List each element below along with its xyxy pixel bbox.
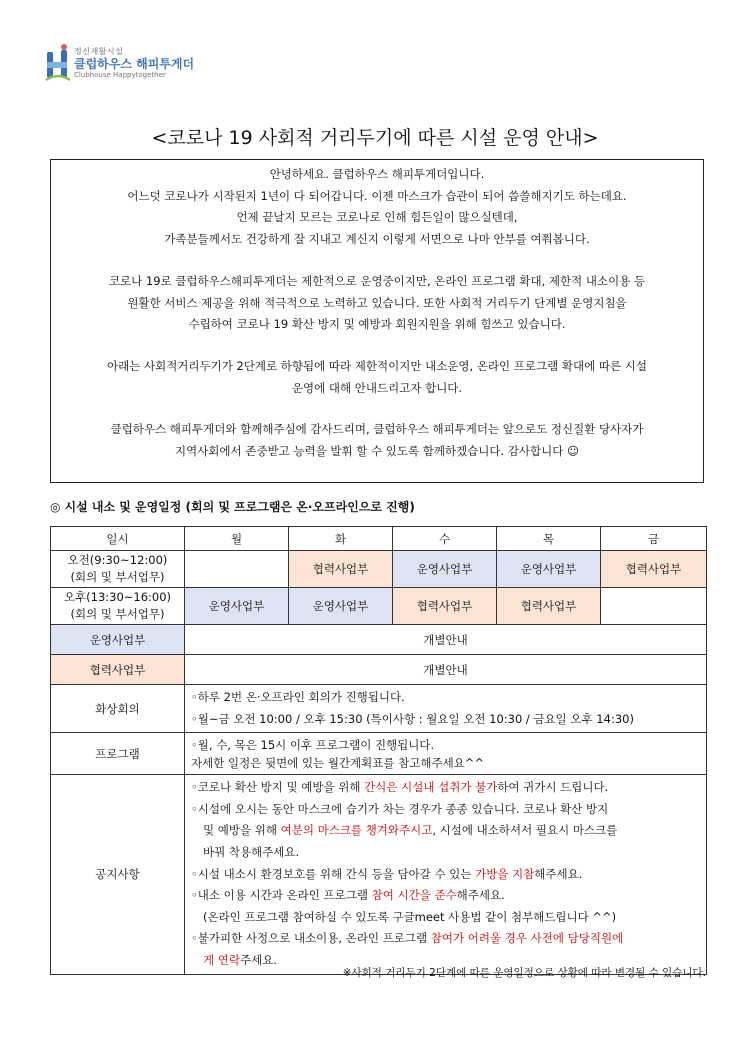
- notice-highlight: 여분의 마스크를 챙겨와주시고: [280, 823, 433, 838]
- time-note: (회의 및 부서업무): [70, 570, 165, 584]
- schedule-cell: 운영사업부: [289, 588, 393, 625]
- column-header: 수: [393, 527, 497, 551]
- schedule-cell: 협력사업부: [497, 588, 601, 625]
- notice-text: ◦불가피한 사정으로 내소이용, 온라인 프로그램: [191, 931, 431, 946]
- meeting-line: ◦하루 2번 온·오프라인 회의가 진행됩니다.: [191, 690, 405, 704]
- ops-value: 개별안내: [185, 625, 707, 655]
- notice-highlight: 참여 시간을 준수: [371, 888, 457, 903]
- meeting-label: 화상회의: [51, 685, 185, 733]
- time-label: 오전(9:30~12:00): [67, 553, 168, 567]
- notice-text: 하여 귀가시 드립니다.: [497, 780, 609, 795]
- notice-text: 해주세요.: [456, 888, 505, 903]
- column-header: 금: [601, 527, 707, 551]
- notice-label: 공지사항: [51, 775, 185, 974]
- notice-line: [191, 820, 700, 842]
- table-row-coop: [51, 655, 707, 685]
- notice-line: [191, 885, 700, 907]
- intro-line: 가족분들께서도 건강하게 잘 지내고 계신지 이렇게 서면으로 나마 안부를 여쭤봅니다.: [164, 232, 590, 247]
- notice-line: [191, 928, 700, 950]
- double-circle-icon: ◎: [50, 500, 61, 514]
- table-row-notice: [51, 775, 707, 974]
- program-line: ◦월, 수, 목은 15시 이후 프로그램이 진행됩니다.: [191, 737, 435, 752]
- column-header: 목: [497, 527, 601, 551]
- intro-line: 안녕하세요. 클럽하우스 해피투게더입니다.: [269, 167, 485, 181]
- notice-text: 및 예방을 위해: [203, 823, 281, 838]
- column-header: 월: [185, 527, 289, 551]
- page-title: <코로나 19 사회적 거리두기에 따른 시설 운영 안내>: [151, 127, 599, 149]
- paragraph-gap: [59, 251, 695, 271]
- time-label: 오후(13:30~16:00): [63, 590, 172, 604]
- intro-line: 수립하여 코로나 19 확산 방지 및 예방과 회원지원을 위해 힘쓰고 있습니다.: [188, 317, 566, 332]
- notice-highlight: 참여가 어려울 경우 사전에 담당직원에: [430, 931, 624, 946]
- notice-text: ◦코로나 확산 방지 및 예방을 위해: [191, 780, 365, 795]
- schedule-cell: [601, 588, 707, 625]
- intro-line: 코로나 19로 클럽하우스해피투게더는 제한적으로 운영중이지만, 온라인 프로그램 확대, 제한적 내소이용 등: [108, 273, 646, 288]
- paragraph-gap: [59, 399, 695, 419]
- intro-line: 아래는 사회적거리두기가 2단계로 하향됨에 따라 제한적이지만 내소운영, 온라인 프로그램 확대에 따른 시설: [107, 358, 647, 373]
- notice-text: 해주세요.: [534, 866, 583, 881]
- program-line: 자세한 일정은 뒷면에 있는 월간계획표를 참고해주세요^^: [191, 755, 485, 770]
- notice-text: ◦내소 이용 시간과 온라인 프로그램: [191, 888, 372, 903]
- schedule-cell: [185, 551, 289, 588]
- notice-line: 바꿔 착용해주세요.: [203, 844, 300, 859]
- schedule-cell: 협력사업부: [601, 551, 707, 588]
- time-cell: [51, 551, 185, 588]
- notice-line: ◦시설에 오시는 동안 마스크에 습기가 차는 경우가 종종 있습니다. 코로나 확산 방지: [191, 801, 609, 816]
- ops-label: 운영사업부: [51, 625, 185, 655]
- program-label: 프로그램: [51, 733, 185, 775]
- clubhouse-logo: [44, 40, 244, 84]
- intro-line: 어느덧 코로나가 시작된지 1년이 다 되어갑니다. 이젠 마스크가 습관이 되어 씁쓸해지기도 하는데요.: [127, 188, 627, 203]
- table-row-program: [51, 733, 707, 775]
- logo-name: 클럽하우스 해피투게더: [74, 57, 195, 71]
- program-details: [185, 733, 707, 775]
- table-row-afternoon: [51, 588, 707, 625]
- meeting-line: ◦월~금 오전 10:00 / 오후 15:30 (특이사항 : 월요일 오전 10:30 / 금요일 오후 14:30): [191, 711, 634, 726]
- section-heading: [50, 498, 415, 515]
- schedule-cell: 운영사업부: [393, 551, 497, 588]
- notice-line: [191, 864, 700, 886]
- intro-line: 지역사회에서 존중받고 능력을 발휘 할 수 있도록 함께하겠습니다. 감사합니다 ☺: [174, 444, 580, 459]
- notice-details: [185, 775, 707, 974]
- notice-line: (온라인 프로그램 참여하실 수 있도록 구글meet 사용법 같이 첨부해드립니다 ^^): [203, 909, 617, 924]
- table-header-row: [51, 527, 707, 551]
- schedule-table: [50, 526, 707, 975]
- logo-subtitle: 정신재활시설: [74, 47, 124, 56]
- intro-line: 운영에 대해 안내드리고자 합니다.: [291, 380, 463, 395]
- time-note: (회의 및 부서업무): [70, 607, 165, 621]
- paragraph-gap: [59, 336, 695, 356]
- intro-letter-box: [50, 159, 704, 483]
- intro-line: 언제 끝날지 모르는 코로나로 인해 힘든일이 많으실텐데,: [236, 210, 518, 225]
- schedule-cell: 운영사업부: [185, 588, 289, 625]
- notice-highlight: 게 연락: [203, 952, 240, 967]
- notice-highlight: 간식은 시설내 섭취가 불가: [364, 780, 498, 795]
- house-logo-icon: [44, 42, 72, 82]
- table-row-meeting: [51, 685, 707, 733]
- schedule-cell: 협력사업부: [289, 551, 393, 588]
- coop-value: 개별안내: [185, 655, 707, 685]
- logo-english-name: Clubhouse Happytogether: [74, 71, 166, 79]
- coop-label: 협력사업부: [51, 655, 185, 685]
- section-heading-text: 시설 내소 및 운영일정 (회의 및 프로그램은 온·오프라인으로 진행): [64, 500, 415, 514]
- intro-line: 클럽하우스 해피투게더와 함께해주심에 감사드리며, 클럽하우스 해피투게더는 앞으로도 정신질환 당사자가: [110, 422, 644, 437]
- table-row-morning: [51, 551, 707, 588]
- notice-text: ◦시설 내소시 환경보호를 위해 간식 등을 담아갈 수 있는: [191, 866, 476, 881]
- column-header: 화: [289, 527, 393, 551]
- footer-note: ※사회적 거리두기 2단계에 따른 운영일정으로 상황에 따라 변경될 수 있습니다.: [342, 967, 706, 979]
- notice-text: , 시설에 내소하셔서 필요시 마스크를: [432, 823, 618, 838]
- column-header: 일시: [51, 527, 185, 551]
- table-row-ops: [51, 625, 707, 655]
- intro-line: 원활한 서비스 제공을 위해 적극적으로 노력하고 있습니다. 또한 사회적 거리두기 단계별 운영지침을: [127, 295, 627, 310]
- schedule-cell: 운영사업부: [497, 551, 601, 588]
- notice-highlight: 가방을 지참: [475, 866, 535, 881]
- notice-line: [191, 777, 700, 799]
- schedule-cell: 협력사업부: [393, 588, 497, 625]
- meeting-details: [185, 685, 707, 733]
- notice-text: 주세요.: [239, 952, 277, 967]
- time-cell: [51, 588, 185, 625]
